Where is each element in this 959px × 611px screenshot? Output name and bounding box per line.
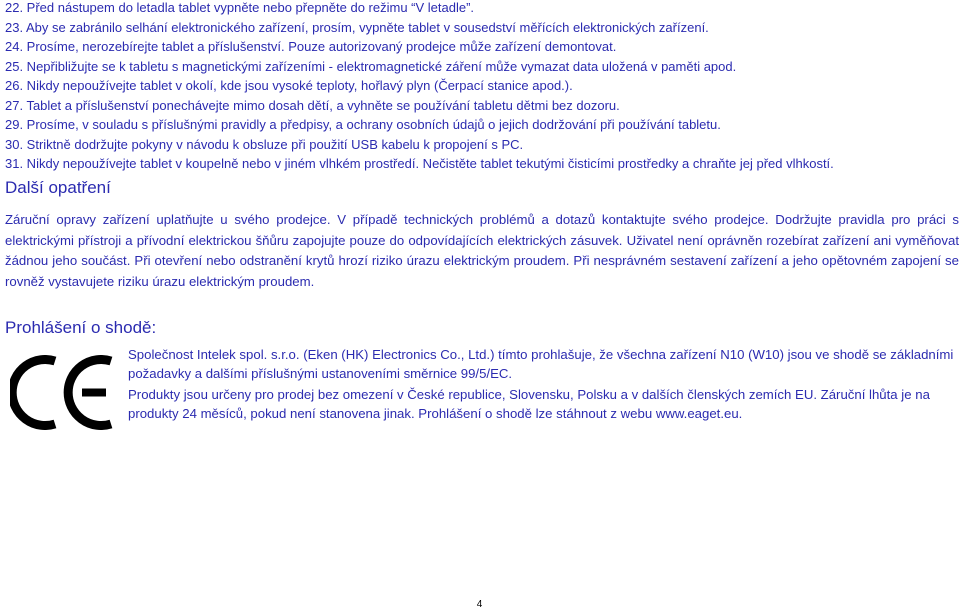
- list-item: 23. Aby se zabránilo selhání elektronického zařízení, prosím, vypněte tablet v sousedství měřících elektronických zařízení.: [5, 19, 709, 35]
- safety-instructions-list: [5, 0, 955, 174]
- list-item: 30. Striktně dodržujte pokyny v návodu k obsluze při použití USB kabelu k propojení s PC.: [5, 136, 524, 152]
- list-item: 24. Prosíme, nerozebírejte tablet a příslušenství. Pouze autorizovaný prodejce může zařízení demontovat.: [5, 39, 617, 54]
- list-item: 27. Tablet a příslušenství ponechávejte mimo dosah dětí, a vyhněte se používání tabletu dětmi bez dozoru.: [5, 97, 620, 113]
- precautions-paragraph: Záruční opravy zařízení uplatňujte u svého prodejce. V případě technických problémů a dotazů kontaktujte svého prodejce. Dodržujte pravidla pro práci s elektrickými přístroji a přívodní elektrickou šňůru zapojujte pouze do odpovídajících elektrických zásuvek. Uživatel není oprávněn rozebírat zařízení ani vyměňovat žádnou jeho součást. Při otevření nebo odstranění krytů hrozí riziko úrazu elektrickým proudem. Při nesprávném sestavení zařízení a jeho opětovném zapojení se rovněž vystavujete riziku úrazu elektrickým proudem.: [5, 212, 959, 289]
- list-item: 31. Nikdy nepoužívejte tablet v koupelně nebo v jiném vlhkém prostředí. Nečistěte tablet tekutými čisticími prostředky a chraňte jej před vlhkostí.: [5, 156, 834, 171]
- ce-mark-logo: [10, 355, 115, 430]
- page-number: 4: [476, 599, 483, 610]
- list-item: 29. Prosíme, v souladu s příslušnými pravidly a předpisy, a ochrany osobních údajů o jejich dodržování při používání tabletu.: [5, 117, 721, 132]
- conformity-heading: Prohlášení o shodě:: [5, 318, 157, 337]
- precautions-heading: Další opatření: [5, 178, 111, 197]
- list-item: 25. Nepřibližujte se k tabletu s magnetickými zařízeními - elektromagnetické záření může vymazat data uložená v paměti apod.: [5, 58, 737, 74]
- conformity-declaration: Společnost Intelek spol. s.r.o. (Eken (HK) Electronics Co., Ltd.) tímto prohlašuje, že všechna zařízení N10 (W10) jsou ve shodě se základními požadavky a dalšími příslušnými ustanoveními směrnice 99/5/EC.: [128, 347, 954, 381]
- list-item: 22. Před nástupem do letadla tablet vypněte nebo přepněte do režimu “V letadle”.: [5, 0, 475, 15]
- conformity-sales-warranty: Produkty jsou určeny pro prodej bez omezení v České republice, Slovensku, Polsku a v dalších členských zemích EU. Záruční lhůta je na produkty 24 měsíců, pokud není stanovena jinak. Prohlášení o shodě lze stáhnout z webu www.eaget.eu.: [128, 387, 930, 421]
- list-item: 26. Nikdy nepoužívejte tablet v okolí, kde jsou vysoké teploty, hořlavý plyn (Čerpací stanice apod.).: [5, 78, 573, 93]
